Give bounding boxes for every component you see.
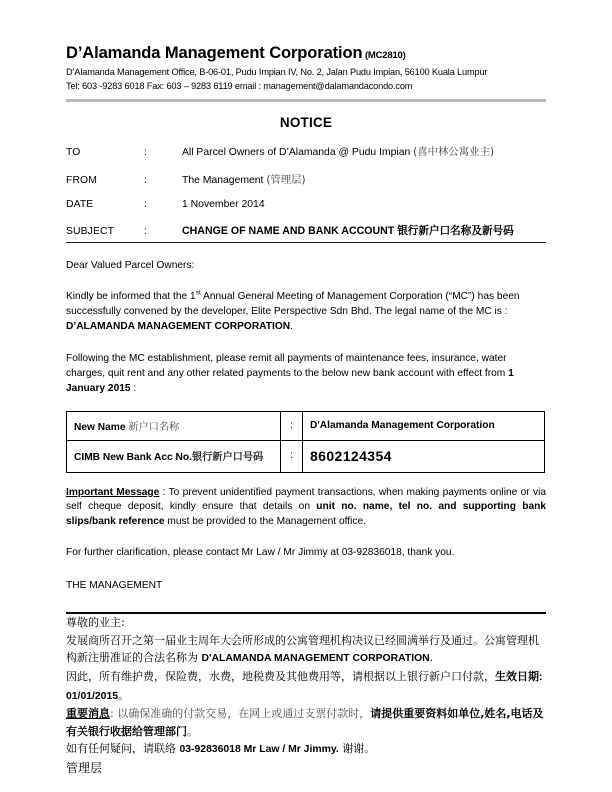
ordinal-suffix: st: [195, 289, 201, 297]
meta-colon-subject: :: [144, 225, 147, 237]
bank-row-colon-new-name: :: [281, 411, 303, 440]
meta-colon-to: :: [144, 146, 147, 158]
letterhead: [66, 44, 546, 93]
notice-meta-block: [66, 143, 546, 238]
para1-text-end: .: [290, 320, 293, 332]
cn-effective-date-value: : 01/01/2015: [66, 671, 543, 702]
bank-row-label-new-name-cn: 新户口名称: [128, 421, 180, 433]
contact-line: Tel: 603 -9283 6018 Fax: 603 – 9283 6119 email : management@dalamandacondo.com: [66, 80, 413, 91]
chinese-section: [66, 614, 546, 778]
bank-row-label-account-no-en: CIMB New Bank Acc No.: [74, 452, 192, 464]
meta-label-date: DATE: [66, 198, 94, 210]
important-text-end: must be provided to the Management office.: [164, 516, 366, 528]
bank-row-label-account-no: [67, 440, 281, 472]
meta-value-subject-en: CHANGE OF NAME AND BANK ACCOUNT: [182, 224, 398, 237]
subject-divider: [66, 242, 546, 244]
paragraph-contact-en: For further clarification, please contact Mr Law / Mr Jimmy at 03-92836018, thank you.: [66, 547, 455, 558]
paragraph-contact-cn: [66, 740, 546, 759]
meta-value-from-en: The Management: [182, 174, 267, 186]
meta-label-subject: SUBJECT: [66, 225, 115, 237]
company-title-part2: Corporation: [269, 44, 363, 62]
bank-row-label-account-no-cn: 银行新户口号码: [191, 452, 264, 464]
important-message-label: Important Message: [66, 486, 160, 498]
cn-para1-text-end: .: [429, 651, 434, 665]
cn-effective-date-label: 生效日期: [495, 669, 539, 683]
paragraph-important-message: [66, 486, 546, 530]
table-row: [67, 411, 545, 440]
legal-name-highlight: D’ALAMANDA MANAGEMENT CORPORATION: [66, 320, 291, 332]
office-address-line: D’Alamanda Management Office, B-06-01, Pudu Impian IV, No. 2, Jalan Pudu Impian, 56100 Kuala Lumpur: [66, 67, 488, 78]
cn-para4-text-a: 如有任何疑问，请联络: [66, 742, 180, 756]
meta-value-to-en: All Parcel Owners of D’Alamanda @ Pudu Impian: [182, 146, 414, 158]
meta-value-subject: [182, 223, 546, 238]
meta-value-from-cn: (管理层): [266, 173, 306, 186]
cn-legal-name-highlight: D'ALAMANDA MANAGEMENT CORPORATION: [201, 653, 430, 665]
cn-para1-text-a: 发展商所召开之第一届业主周年大会所形成的公寓管理机构决议已经圆满举行及通过。公寓管理机构新注册准证的合法名称为: [66, 633, 539, 665]
paragraph-important-message-cn: [66, 705, 546, 740]
meta-label-to: TO: [66, 146, 81, 158]
meta-value-subject-cn: 银行新户口名称及新号码: [397, 224, 514, 237]
company-title: [66, 44, 546, 63]
para2-text-a: Following the MC establishment, please remit all payments of maintenance fees, insurance, water charges, quit rent and any other related payments to the below new bank account with effect from: [66, 353, 509, 380]
company-title-part1: D’Alamanda Management: [66, 44, 270, 62]
bank-row-label-new-name: [67, 411, 281, 440]
meta-row-subject: [66, 223, 546, 238]
salutation-en: Dear Valued Parcel Owners:: [66, 260, 195, 272]
cn-para3-text-end: 。: [187, 724, 198, 738]
cn-important-required-details: 请提供重要资料如单位,姓名,电话及有关银行收据给管理部门: [66, 707, 544, 738]
paragraph-payment-remittance-cn: [66, 668, 546, 705]
paragraph-agm-announcement-cn: [66, 632, 546, 668]
page-title: NOTICE: [279, 114, 333, 130]
company-registration-code: (MC2810): [362, 50, 406, 61]
meta-row-date: [66, 199, 546, 210]
bank-row-colon-account-no: :: [281, 440, 303, 472]
meta-value-date: 1 November 2014: [182, 198, 265, 210]
bank-account-table: [66, 411, 545, 473]
salutation-cn: 尊敬的业主:: [66, 616, 125, 630]
paragraph-payment-remittance: [66, 352, 546, 396]
para2-text-end: :: [130, 382, 137, 394]
bank-account-number: 8602124354: [310, 447, 392, 464]
important-text-a: : To prevent unidentified payment transactions, when making payments online or via self cheque deposit, kindly ensure that details on: [66, 486, 546, 513]
meta-value-from: [182, 171, 546, 186]
meta-value-to-cn: (喜中林公寓业主): [413, 145, 495, 158]
meta-colon-from: :: [144, 174, 147, 186]
signoff-cn: 管理层: [66, 761, 103, 776]
letterhead-divider: [66, 99, 546, 102]
meta-row-to: [66, 143, 546, 158]
meta-colon-date: :: [144, 198, 147, 210]
important-required-details: unit no. name, tel no. and supporting bank slips/bank reference: [66, 501, 546, 528]
cn-para3-text-a: : 以确保准确的付款交易，在网上或通过支票付款时，: [110, 707, 371, 721]
bank-row-value-account-no: [303, 440, 545, 472]
cn-para2-text-end: 。: [118, 688, 130, 702]
cn-contact-number: 03-92836018 Mr Law / Mr Jimmy.: [179, 744, 339, 756]
cn-para4-text-end: 谢谢。: [338, 742, 376, 756]
signoff-en: THE MANAGEMENT: [66, 579, 163, 591]
meta-row-from: [66, 171, 546, 186]
bank-row-label-new-name-en: New Name: [74, 421, 129, 433]
cn-important-message-label: 重要消息: [66, 707, 110, 721]
meta-value-to: [182, 143, 546, 158]
bank-row-value-new-name: D'Alamanda Management Corporation: [303, 411, 545, 440]
effective-date-highlight: 1 January 2015: [66, 368, 514, 394]
paragraph-agm-announcement: [66, 290, 546, 334]
table-row: [67, 440, 545, 472]
cn-para2-text-a: 因此，所有维护费，保险费，水费，地税费及其他费用等，请根据以上银行新户口付款，: [66, 669, 495, 683]
para1-text-b: Annual General Meeting of Management Corporation (“MC”) has been successfully convened by the developer, Elite Perspective Sdn Bhd. The legal name of the MC is :: [66, 290, 520, 317]
meta-label-from: FROM: [66, 174, 97, 186]
para1-text-a: Kindly be informed that the 1: [66, 290, 196, 302]
